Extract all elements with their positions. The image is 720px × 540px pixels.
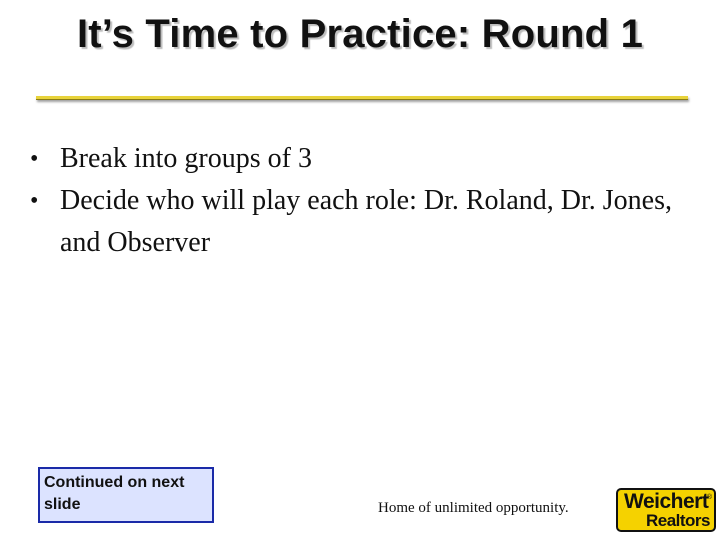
logo-line-1: Weichert: [624, 490, 709, 513]
bullet-text: Break into groups of 3: [60, 143, 312, 174]
bullet-icon: •: [30, 188, 39, 214]
logo-line-2: Realtors: [645, 511, 710, 530]
bullet-text: Decide who will play each role: Dr. Roland, Dr. Jones, and Observer: [60, 185, 672, 258]
tagline: Home of unlimited opportunity.: [378, 500, 569, 516]
bullet-item: [30, 138, 700, 180]
registered-mark: ®: [706, 494, 712, 501]
bullet-list: [30, 138, 700, 264]
title-divider: [36, 96, 688, 100]
bullet-item: [30, 180, 700, 264]
weichert-logo: [616, 488, 716, 532]
bullet-icon: •: [30, 146, 39, 172]
slide-title: It’s Time to Practice: Round 1: [76, 12, 644, 56]
continued-note: Continued on next slide: [38, 467, 214, 523]
